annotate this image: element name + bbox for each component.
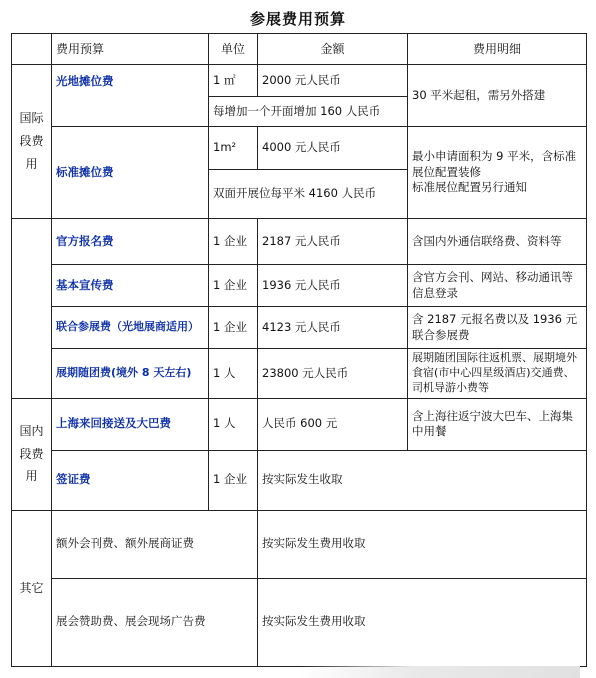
item-detail: 最小申请面积为 9 平米，含标准展位配置装修 标准展位配置另行通知	[408, 127, 587, 219]
header-blank	[12, 34, 52, 65]
header-item: 费用预算	[52, 34, 209, 65]
item-amount: 按实际发生收取	[258, 450, 587, 510]
item-amount: 2000 元人民币	[258, 65, 408, 97]
group-international: 国际 段费 用	[12, 65, 52, 219]
item-amount: 23800 元人民币	[258, 349, 408, 399]
table-row	[12, 65, 587, 97]
item-name: 官方报名费	[52, 219, 209, 265]
group-domestic: 国内 段费 用	[12, 398, 52, 510]
group-other: 其它	[12, 510, 52, 666]
table-row	[12, 349, 587, 399]
item-unit: 1m²	[209, 127, 258, 170]
item-detail: 30 平米起租，需另外搭建	[408, 65, 587, 127]
page-title: 参展费用预算	[249, 10, 346, 28]
table-row	[12, 127, 587, 170]
item-name: 光地摊位费	[52, 65, 209, 127]
item-name: 展会赞助费、展会现场广告费	[52, 578, 258, 666]
item-name: 基本宣传费	[52, 265, 209, 307]
item-unit: 1 企业	[209, 450, 258, 510]
item-detail: 含国内外通信联络费、资料等	[408, 219, 587, 265]
item-unit: 1 企业	[209, 219, 258, 265]
item-unit: 1 ㎡	[209, 65, 258, 97]
item-amount: 按实际发生费用收取	[258, 578, 587, 666]
item-detail: 含官方会刊、网站、移动通讯等信息登录	[408, 265, 587, 307]
item-amount: 人民币 600 元	[258, 398, 408, 450]
bottom-fade	[300, 666, 580, 678]
item-name: 签证费	[52, 450, 209, 510]
item-name: 上海来回接送及大巴费	[52, 398, 209, 450]
header-row	[12, 34, 587, 65]
item-amount: 1936 元人民币	[258, 265, 408, 307]
item-unit: 1 企业	[209, 265, 258, 307]
item-amount: 4123 元人民币	[258, 307, 408, 349]
table-row	[12, 578, 587, 666]
item-detail: 含上海往返宁波大巴车、上海集中用餐	[408, 398, 587, 450]
group-blank	[12, 219, 52, 399]
item-extra: 每增加一个开面增加 160 人民币	[209, 97, 408, 127]
item-unit: 1 企业	[209, 307, 258, 349]
item-amount: 按实际发生费用收取	[258, 510, 587, 578]
item-amount: 2187 元人民币	[258, 219, 408, 265]
table-row	[12, 510, 587, 578]
header-detail: 费用明细	[408, 34, 587, 65]
table-row	[12, 219, 587, 265]
item-name: 标准摊位费	[52, 127, 209, 219]
budget-table	[11, 33, 587, 667]
item-unit: 1 人	[209, 349, 258, 399]
table-row	[12, 450, 587, 510]
table-row	[12, 398, 587, 450]
item-detail: 含 2187 元报名费以及 1936 元联合参展费	[408, 307, 587, 349]
item-amount: 4000 元人民币	[258, 127, 408, 170]
header-unit: 单位	[209, 34, 258, 65]
item-unit: 1 人	[209, 398, 258, 450]
item-name: 联合参展费（光地展商适用）	[52, 307, 209, 349]
item-name: 展期随团费(境外 8 天左右)	[52, 349, 209, 399]
item-name: 额外会刊费、额外展商证费	[52, 510, 258, 578]
header-amount: 金额	[258, 34, 408, 65]
item-detail: 展期随团国际往返机票、展期境外食宿(市中心四星级酒店)交通费、司机导游小费等	[408, 349, 587, 399]
table-row	[12, 265, 587, 307]
item-extra: 双面开展位每平米 4160 人民币	[209, 170, 408, 219]
table-row	[12, 307, 587, 349]
